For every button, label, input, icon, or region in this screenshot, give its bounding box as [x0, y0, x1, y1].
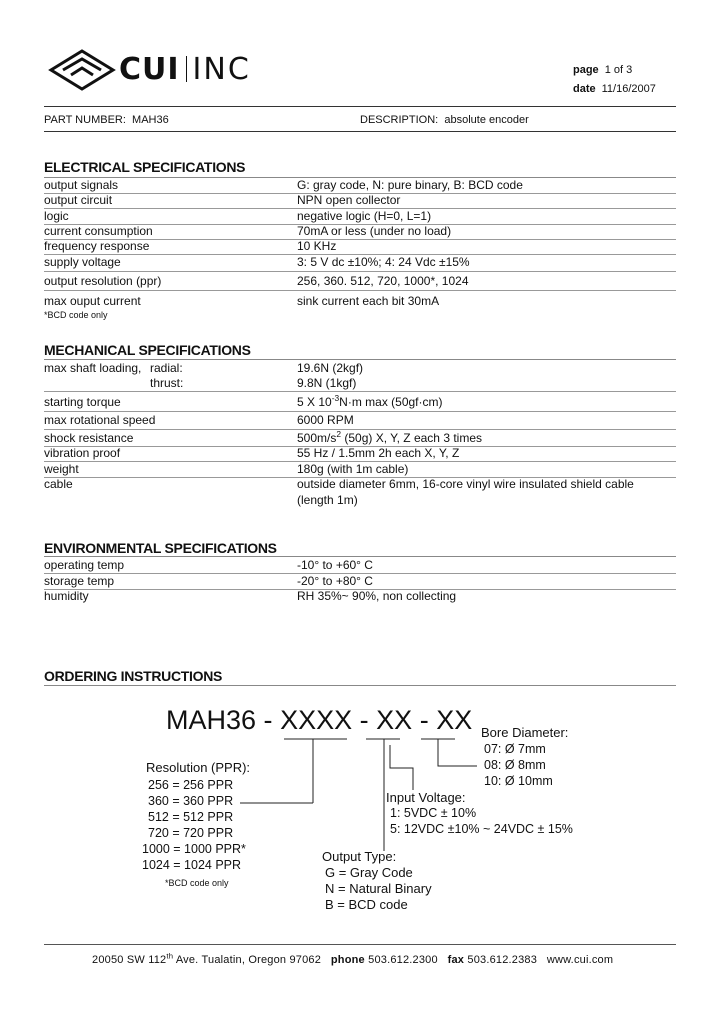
- spec-label: storage temp: [44, 574, 115, 588]
- spec-label: max rotational speed: [44, 413, 156, 427]
- spec-label: supply voltage: [44, 255, 121, 269]
- spec-label: current consumption: [44, 224, 153, 238]
- list-item: 5: 12VDC ±10% ~ 24VDC ± 15%: [390, 822, 573, 836]
- spec-value: -20° to +80° C: [297, 574, 373, 588]
- part-number: PART NUMBER: MAH36: [44, 114, 169, 126]
- spec-value: 6000 RPM: [297, 413, 354, 427]
- list-item: 512 = 512 PPR: [148, 810, 234, 824]
- spec-label: max shaft loading,: [44, 361, 142, 375]
- footer-website-link[interactable]: www.cui.com: [546, 954, 614, 966]
- description: DESCRIPTION: absolute encoder: [360, 114, 529, 126]
- footer-fax: 503.612.2383: [467, 954, 538, 966]
- page-number: page 1 of 3: [573, 64, 633, 76]
- spec-value: 9.8N (1kgf): [297, 376, 357, 390]
- resolution-title: Resolution (PPR):: [146, 760, 251, 775]
- list-item: 07: Ø 7mm: [484, 742, 546, 756]
- spec-value: 55 Hz / 1.5mm 2h each X, Y, Z: [297, 446, 460, 460]
- footer-divider: [44, 944, 676, 945]
- model-code: MAH36 - XXXX - XX - XX: [166, 705, 473, 735]
- footer-contact: 20050 SW 112th Ave. Tualatin, Oregon 97062 phone 503.612.2300 fax 503.612.2383 www.cui.com: [92, 951, 614, 966]
- spec-value: 180g (with 1m cable): [297, 462, 409, 476]
- spec-value: NPN open collector: [297, 193, 401, 207]
- spec-value: G: gray code, N: pure binary, B: BCD code: [297, 178, 523, 192]
- spec-label: output resolution (ppr): [44, 274, 162, 288]
- spec-value: sink current each bit 30mA: [297, 294, 440, 308]
- spec-label: humidity: [44, 589, 89, 603]
- spec-label: cable: [44, 477, 73, 491]
- ordering-title: ORDERING INSTRUCTIONS: [44, 668, 223, 684]
- list-item: 1: 5VDC ± 10%: [390, 806, 477, 820]
- spec-value: -10° to +60° C: [297, 558, 373, 572]
- list-item: 360 = 360 PPR: [148, 794, 234, 808]
- spec-label: max ouput current: [44, 294, 141, 308]
- list-item: G = Gray Code: [325, 865, 413, 880]
- spec-label: shock resistance: [44, 431, 134, 445]
- spec-label: vibration proof: [44, 446, 121, 460]
- spec-value: 5 X $10^{-3}N\cdot m$ max (50gf·cm): [297, 393, 443, 409]
- spec-label: frequency response: [44, 239, 150, 253]
- spec-value: 3: 5 V dc ±10%; 4: 24 Vdc ±15%: [297, 255, 470, 269]
- list-item: B = BCD code: [325, 897, 408, 912]
- spec-value: outside diameter 6mm, 16-core vinyl wire insulated shield cable: [297, 477, 634, 491]
- spec-value: RH 35%~ 90%, non collecting: [297, 589, 457, 603]
- spec-label: output signals: [44, 178, 119, 192]
- list-item: 256 = 256 PPR: [148, 778, 234, 792]
- environmental-title: ENVIRONMENTAL SPECIFICATIONS: [44, 540, 277, 556]
- electrical-title: ELECTRICAL SPECIFICATIONS: [44, 159, 246, 175]
- spec-label: weight: [44, 462, 79, 476]
- footer-phone: 503.612.2300: [368, 954, 438, 966]
- spec-label: starting torque: [44, 395, 121, 409]
- bore-title: Bore Diameter:: [481, 725, 569, 740]
- list-item: 1000 = 1000 PPR*: [142, 842, 246, 856]
- spec-value: 10 KHz: [297, 239, 337, 253]
- spec-sublabel: thrust:: [150, 376, 184, 390]
- voltage-title: Input Voltage:: [386, 790, 466, 805]
- list-item: 08: Ø 8mm: [484, 758, 546, 772]
- page-date: date 11/16/2007: [573, 83, 656, 95]
- spec-value: 70mA or less (under no load): [297, 224, 452, 238]
- output-type-title: Output Type:: [322, 849, 397, 864]
- spec-value: $500m/s^2$ (50g) X, Y, Z each 3 times: [297, 429, 482, 445]
- spec-label: logic: [44, 209, 69, 223]
- spec-sublabel: radial:: [150, 361, 183, 375]
- bcd-footnote: *BCD code only: [165, 878, 229, 888]
- company-name: CUI INC: [119, 52, 251, 87]
- list-item: N = Natural Binary: [325, 881, 432, 896]
- spec-value: 256, 360. 512, 720, 1000*, 1024: [297, 274, 469, 288]
- spec-value: (length 1m): [297, 493, 358, 507]
- spec-label: output circuit: [44, 193, 113, 207]
- bcd-footnote: *BCD code only: [44, 310, 108, 320]
- list-item: 10: Ø 10mm: [484, 774, 553, 788]
- list-item: 1024 = 1024 PPR: [142, 858, 242, 872]
- spec-value: negative logic (H=0, L=1): [297, 209, 432, 223]
- footer-address: 20050 SW 112th Ave. Tualatin, Oregon 97062: [92, 951, 322, 966]
- spec-value: 19.6N (2kgf): [297, 361, 364, 375]
- list-item: 720 = 720 PPR: [148, 826, 234, 840]
- mechanical-title: MECHANICAL SPECIFICATIONS: [44, 342, 251, 358]
- spec-label: operating temp: [44, 558, 125, 572]
